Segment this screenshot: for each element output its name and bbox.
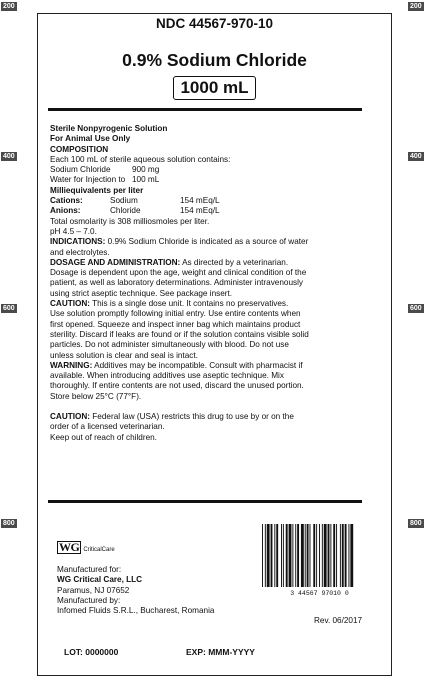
barcode-bar (289, 524, 292, 587)
indications-text: 0.9% Sodium Chloride is indicated as a source of water (105, 237, 309, 247)
electrolyte-row (50, 196, 385, 206)
electrolyte-name: Chloride (110, 206, 141, 216)
composition-heading: COMPOSITION (50, 144, 109, 154)
barcode-bar (313, 524, 315, 587)
company-logo (57, 541, 115, 554)
caution-text-line: first opened. Squeeze and inspect inner bag which maintains product (50, 319, 301, 329)
osmolarity-text: Total osmolarity is 308 milliosmoles per liter. (50, 216, 210, 226)
barcode-bar (267, 524, 270, 587)
barcode-bar (301, 524, 304, 587)
barcode-bar (342, 524, 344, 587)
size-marker-400-left: 400 (3, 153, 15, 160)
product-name: 0.9% Sodium Chloride (122, 50, 307, 70)
warning-text-line: Store below 25°C (77°F). (50, 391, 142, 401)
dosage-text-line: Dosage is dependent upon the age, weight and clinical condition of the (50, 268, 307, 278)
top-divider (48, 108, 362, 111)
caution-text-line: particles. Do not administer simultaneously with blood. Do not use (50, 340, 289, 350)
expiration-date: EXP: MMM-YYYY (186, 647, 255, 657)
electrolyte-name: Sodium (110, 196, 138, 206)
barcode-bar (297, 524, 299, 587)
indications-heading: INDICATIONS: (50, 237, 106, 247)
composition-value: 900 mg (132, 165, 160, 175)
federal-caution-paragraph (50, 412, 385, 422)
barcode-bar (265, 524, 266, 587)
composition-value: 100 mL (132, 175, 160, 185)
dosage-text-line: using strict aseptic technique. See package insert. (50, 288, 233, 298)
indications-paragraph (50, 237, 385, 247)
volume-wrap (37, 76, 392, 100)
size-marker-200-right: 200 (410, 3, 422, 10)
barcode-bar (281, 524, 282, 587)
federal-caution-heading: CAUTION: (50, 412, 91, 422)
composition-name: Sodium Chloride (50, 165, 111, 175)
barcode-bar (348, 524, 349, 587)
barcode-bar (292, 524, 293, 587)
caution-text-line: Use solution promptly following initial entry. Use entire contents when (50, 309, 301, 319)
manufacturer-address: Paramus, NJ 07652 (57, 585, 130, 595)
composition-row (50, 175, 385, 185)
keep-away-text: Keep out of reach of children. (50, 432, 157, 442)
barcode-bar (316, 524, 317, 587)
electrolyte-value: 154 mEq/L (180, 196, 220, 206)
size-marker-600-left: 600 (3, 305, 15, 312)
barcode-bar (307, 524, 309, 587)
paragraph-spacer (50, 402, 385, 412)
caution-text-line: sterility. Discard if leaks are found or if the solution contains visible solid (50, 329, 309, 339)
barcode-bar (340, 524, 341, 587)
barcode-bar (262, 524, 263, 587)
manufacturer-company: WG Critical Care, LLC (57, 575, 143, 585)
composition-name: Water for Injection to (50, 175, 126, 185)
barcode-bar (330, 524, 331, 587)
size-marker-400-right: 400 (410, 153, 422, 160)
composition-intro: Each 100 mL of sterile aqueous solution contains: (50, 154, 231, 164)
size-marker-600-right: 600 (410, 305, 422, 312)
electrolyte-label: Cations: (50, 196, 83, 206)
caution-heading: CAUTION: (50, 299, 91, 309)
warning-text-line: thoroughly. If entire contents are not used, discard the unused portion. (50, 381, 304, 391)
barcode-bar (276, 524, 278, 587)
revision-date: Rev. 06/2017 (314, 616, 363, 625)
logo-text: CriticalCare (83, 547, 115, 553)
barcode-bar (322, 524, 323, 587)
dosage-text-line: patient, as well as laboratory determinations. Administer intravenously (50, 278, 304, 288)
barcode-bar (286, 524, 288, 587)
barcode-bar (333, 524, 335, 587)
size-marker-800-left: 800 (3, 520, 15, 527)
electrolyte-label: Anions: (50, 206, 81, 216)
barcode-bar (274, 524, 275, 587)
ph-text: pH 4.5 – 7.0. (50, 226, 97, 236)
manufacturer-block (57, 565, 257, 616)
size-marker-800-right: 800 (410, 520, 422, 527)
barcode-image (256, 522, 383, 597)
electrolyte-value: 154 mEq/L (180, 206, 220, 216)
indications-text-line: and electrolytes. (50, 247, 110, 257)
barcode-bar (345, 524, 347, 587)
composition-row (50, 165, 385, 175)
barcode-bar (310, 524, 311, 587)
manufactured-by-label: Manufactured by: (57, 595, 121, 605)
caution-paragraph (50, 299, 385, 309)
barcode-bar (305, 524, 306, 587)
animal-use-line: For Animal Use Only (50, 134, 131, 144)
warning-heading: WARNING: (50, 360, 93, 370)
federal-caution-text: Federal law (USA) restricts this drug to use by or on the (90, 412, 294, 422)
barcode-bar (328, 524, 330, 587)
lot-number: LOT: 0000000 (64, 647, 119, 657)
dosage-text: As directed by a veterinarian. (180, 257, 289, 267)
barcode-bar (283, 524, 284, 587)
barcode-bar (324, 524, 327, 587)
size-marker-200-left: 200 (3, 3, 15, 10)
barcode-bar (336, 524, 337, 587)
volume-box: 1000 mL (173, 76, 255, 100)
barcode-bar (295, 524, 296, 587)
dosage-paragraph (50, 258, 385, 268)
maker-name: Infomed Fluids S.R.L., Bucharest, Romania (57, 606, 215, 616)
bottom-divider (48, 500, 362, 503)
sterile-line: Sterile Nonpyrogenic Solution (50, 124, 168, 133)
barcode-bar (350, 524, 353, 587)
warning-text-line: available. When introducing additives use aseptic technique. Mix (50, 371, 284, 381)
electrolyte-row (50, 206, 385, 216)
warning-paragraph (50, 361, 385, 371)
federal-caution-line: order of a licensed veterinarian. (50, 422, 165, 432)
barcode-bar (271, 524, 273, 587)
barcode-bar (319, 524, 320, 587)
manufactured-for-label: Manufactured for: (57, 565, 122, 574)
caution-text: This is a single dose unit. It contains no preservatives. (90, 299, 289, 309)
logo-mark: WG (59, 540, 80, 554)
dosage-heading: DOSAGE AND ADMINISTRATION: (50, 257, 181, 267)
meq-heading: Milliequivalents per liter (50, 185, 144, 195)
caution-text-line: unless solution is clear and seal is intact. (50, 350, 198, 360)
ndc-number: NDC 44567-970-10 (155, 16, 274, 31)
label-body (50, 124, 385, 443)
barcode-digits: 3 44567 97010 0 (290, 590, 349, 597)
warning-text: Additives may be incompatible. Consult with pharmacist if (92, 360, 303, 370)
